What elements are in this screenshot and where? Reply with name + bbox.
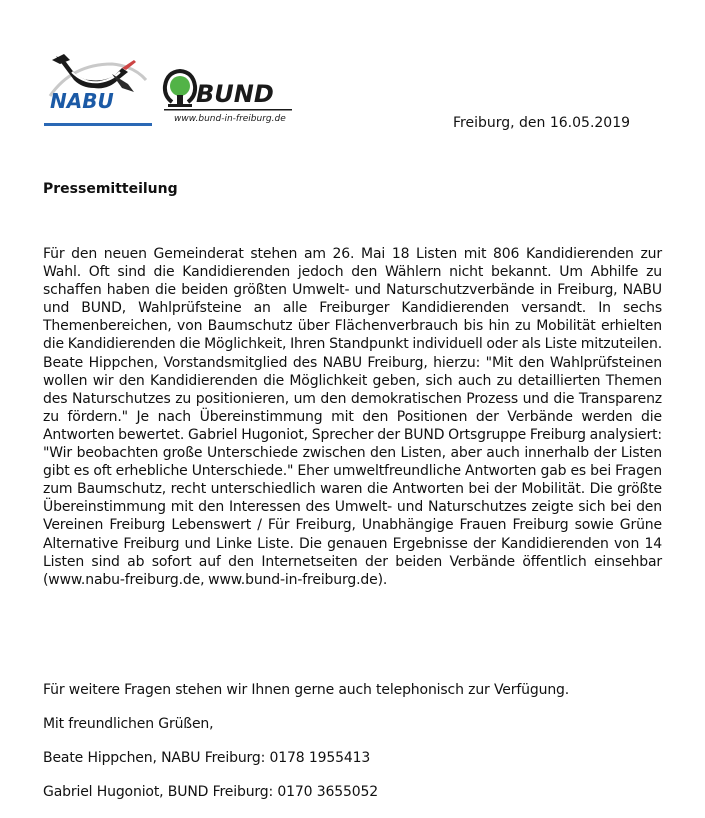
contact-nabu: Beate Hippchen, NABU Freiburg: 0178 1955413 [43, 750, 371, 766]
bund-logo [162, 68, 294, 126]
body-paragraph: Für den neuen Gemeinderat stehen am 26. Mai 18 Listen mit 806 Kandidierenden zur Wahl. Oft sind die Kandidierenden jedoch den Wählern nicht bekannt. Um Abhilfe zu schaffen haben die beiden größten Umwelt- und Naturschutzverbände in Freiburg, NABU und BUND, Wahlprüfsteine an alle Freiburger Kandidierenden versandt. In sechs Themenbereichen, von Baumschutz über Flächenverbrauch bis hin zu Mobilität erhielten die Kandidierenden die Möglichkeit, Ihren Standpunkt individuell oder als Liste mitzuteilen. Beate Hippchen, Vorstandsmitglied des NABU Freiburg, hierzu: "Mit den Wahlprüfsteinen wollen wir den Kandidierenden die Möglichkeit geben, sich auch zu detaillierten Themen des Naturschutzes zu positionieren, um den demokratischen Prozess und die Transparenz zu fördern." Je nach Übereinstimmung mit den Positionen der Verbände werden die Antworten bewertet. Gabriel Hugoniot, Sprecher der BUND Ortsgruppe Freiburg analysiert: "Wir beobachten große Unterschiede zwischen den Listen, aber auch innerhalb der Listen gibt es oft erhebliche Unterschiede." Eher umweltfreundliche Antworten gab es bei Fragen zum Baumschutz, recht unterschiedlich waren die Antworten bei der Mobilität. Die größte Übereinstimmung mit den Interessen des Umwelt- und Naturschutzes zeigte sich bei den Vereinen Freiburg Lebenswert / Für Freiburg, Unabhängige Frauen Freiburg sowie Grüne Alternative Freiburg und Linke Liste. Die genauen Ergebnisse der Kandidierenden von 14 Listen sind ab sofort auf den Internetseiten der beiden Verbände öffentlich einsehbar (www.nabu-freiburg.de, www.bund-in-freiburg.de). [43, 246, 662, 588]
stork-icon [42, 50, 154, 128]
bund-globe-icon [162, 68, 294, 126]
contact-bund: Gabriel Hugoniot, BUND Freiburg: 0170 3655052 [43, 784, 379, 800]
further-questions-text: Für weitere Fragen stehen wir Ihnen gerne auch telephonisch zur Verfügung. [43, 682, 570, 698]
bund-logo-text: BUND [196, 80, 274, 108]
nabu-logo [42, 50, 154, 128]
document-body [43, 245, 662, 589]
greeting-text: Mit freundlichen Grüßen, [43, 716, 214, 732]
document-title: Pressemitteilung [43, 181, 178, 197]
nabu-logo-text: NABU [50, 89, 114, 113]
bund-logo-url: www.bund-in-freiburg.de [174, 114, 286, 124]
date-line: Freiburg, den 16.05.2019 [453, 115, 631, 131]
